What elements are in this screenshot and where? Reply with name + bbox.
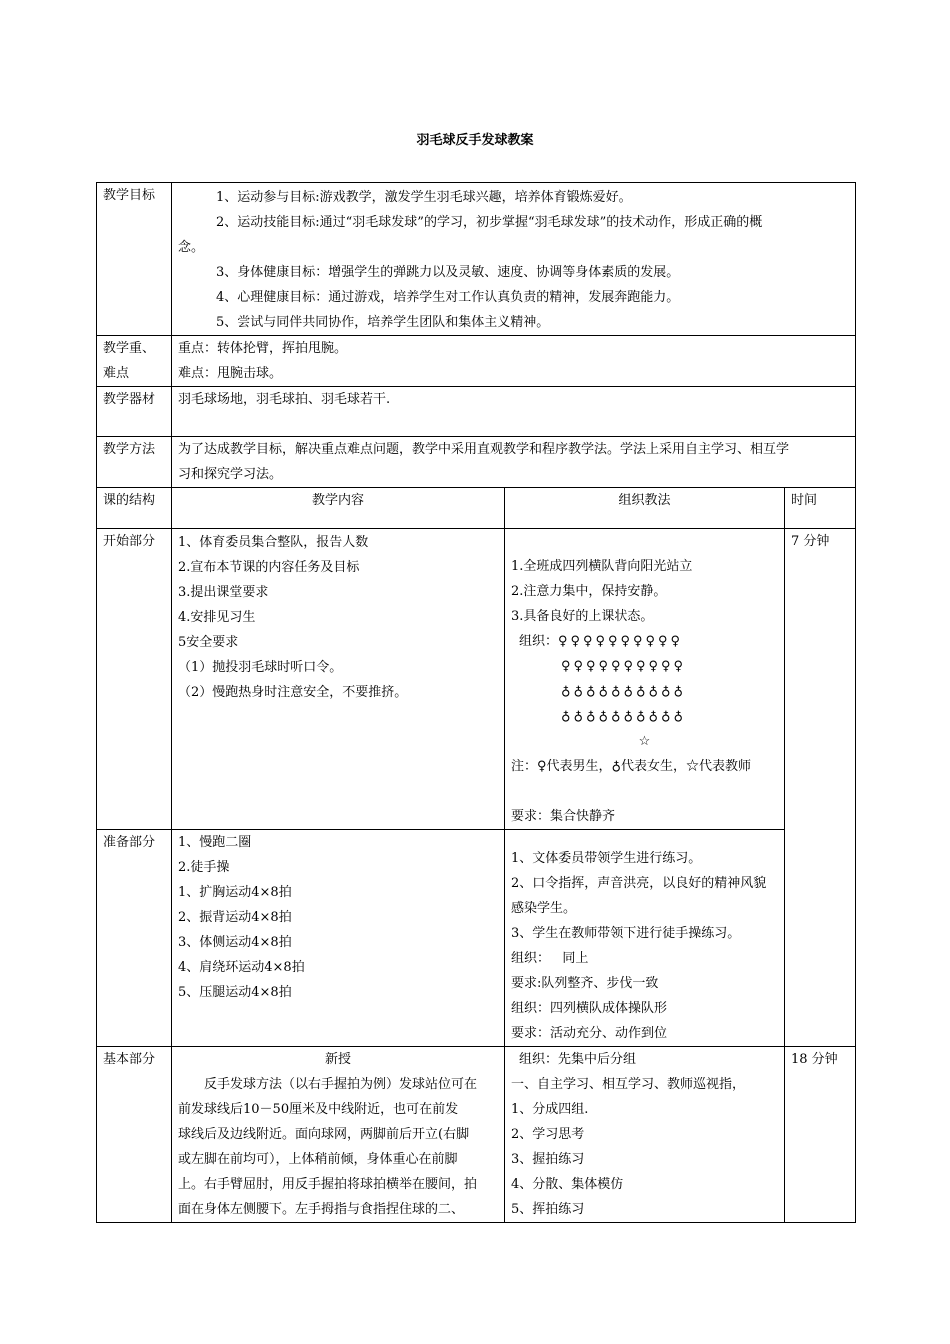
objectives-row xyxy=(97,183,856,336)
key-point-item: 重点：转体抡臂，挥拍甩腕。 xyxy=(178,341,348,356)
time-7min: 7 分钟 xyxy=(785,529,856,1047)
method-label: 教学方法 xyxy=(97,437,172,488)
teacher-symbol: ☆ xyxy=(638,734,651,749)
objectives-cell xyxy=(172,183,856,336)
equipment-row xyxy=(97,387,856,437)
objective-item: 2、运动技能目标:通过“羽毛球发球”的学习，初步掌握“羽毛球发球”的技术动作，形成正确的概 xyxy=(216,215,763,230)
page-title: 羽毛球反手发球教案 xyxy=(416,133,534,148)
basic-content: 新授 反手发球方法（以右手握拍为例）发球站位可在 前发球线后10－50厘米及中线附近，也可在前发 球线后及边线附近。面向球网，两脚前后开立(右脚 或左脚在前均可），上体稍前倾，身体重心在前脚 上。右手臂屈肘，用反手握拍将球拍横举在腰间，拍 面在身体左侧腰下。左手拇指与食指捏住球的二、 xyxy=(172,1047,505,1223)
header-structure: 课的结构 xyxy=(97,488,172,529)
key-points-cell xyxy=(172,336,856,387)
prep-content: 1、慢跑二圈 2.徒手操 1、扩胸运动4×8拍 2、振背运动4×8拍 3、体侧运动4×8拍 4、肩绕环运动4×8拍 5、压腿运动4×8拍 xyxy=(172,830,505,1047)
structure-header-row xyxy=(97,488,856,529)
formation-row: ♁♁♁♁♁♁♁♁♁♁ xyxy=(561,684,687,699)
objective-item: 念。 xyxy=(178,240,205,255)
start-label: 开始部分 xyxy=(97,529,172,830)
equipment-cell: 羽毛球场地，羽毛球拍、羽毛球若干. xyxy=(172,387,856,437)
prep-label: 准备部分 xyxy=(97,830,172,1047)
objective-item: 1、运动参与目标:游戏教学，激发学生羽毛球兴趣，培养体育锻炼爱好。 xyxy=(216,190,632,205)
formation-row: ♀♀♀♀♀♀♀♀♀♀ xyxy=(561,659,687,674)
basic-label: 基本部分 xyxy=(97,1047,172,1223)
basic-org: 组织：先集中后分组 一、自主学习、相互学习、教师巡视指， 1、分成四组. 2、学习思考 3、握拍练习 4、分散、集体模仿 5、挥拍练习 xyxy=(505,1047,785,1223)
method-row xyxy=(97,437,856,488)
start-org: 1.全班成四列横队背向阳光站立 2.注意力集中，保持安静。 3.具备良好的上课状态。 组织：♀♀♀♀♀♀♀♀♀♀ ♀♀♀♀♀♀♀♀♀♀ ♁♁♁♁♁♁♁♁♁♁ ♁♁♁♁♁♁♁♁♁♁ ☆ 注：♀代表男生，♁代表女生，☆代表教师 要求：集合快静齐 xyxy=(505,529,785,830)
time-18min: 18 分钟 xyxy=(785,1047,856,1223)
method-cell: 为了达成教学目标，解决重点难点问题，教学中采用直观教学和程序教学法。学法上采用自主学习、相互学 习和探究学习法。 xyxy=(172,437,856,488)
start-requirement: 要求：集合快静齐 xyxy=(511,809,616,824)
key-point-item: 难点：甩腕击球。 xyxy=(178,366,283,381)
prep-org: 1、文体委员带领学生进行练习。 2、口令指挥，声音洪亮，以良好的精神风貌 感染学生。 3、学生在教师带领下进行徒手操练习。 组织： 同上 要求:队列整齐、步伐一致 组织：四列横队成体操队形 要求：活动充分、动作到位 xyxy=(505,830,785,1047)
formation-note: 注：♀代表男生，♁代表女生，☆代表教师 xyxy=(511,759,752,774)
equipment-label: 教学器材 xyxy=(97,387,172,437)
objective-item: 4、心理健康目标：通过游戏，培养学生对工作认真负责的精神，发展奔跑能力。 xyxy=(216,290,680,305)
header-org: 组织教法 xyxy=(505,488,785,529)
key-points-label: 教学重、 难点 xyxy=(97,336,172,387)
header-time: 时间 xyxy=(785,488,856,529)
start-content: 1、体育委员集合整队，报告人数 2.宣布本节课的内容任务及目标 3.提出课堂要求 4.安排见习生 5安全要求 （1）抛投羽毛球时听口令。 （2）慢跑热身时注意安全，不要推挤。 xyxy=(172,529,505,830)
key-points-row xyxy=(97,336,856,387)
formation-row: 组织：♀♀♀♀♀♀♀♀♀♀ xyxy=(519,634,684,649)
prep-row xyxy=(97,830,856,1047)
formation-row: ♁♁♁♁♁♁♁♁♁♁ xyxy=(561,709,687,724)
lesson-plan-table xyxy=(96,182,856,1223)
start-row xyxy=(97,529,856,830)
objectives-label: 教学目标 xyxy=(97,183,172,336)
basic-row xyxy=(97,1047,856,1223)
objective-item: 3、身体健康目标：增强学生的弹跳力以及灵敏、速度、协调等身体素质的发展。 xyxy=(216,265,680,280)
objective-item: 5、尝试与同伴共同协作，培养学生团队和集体主义精神。 xyxy=(216,315,550,330)
header-content: 教学内容 xyxy=(172,488,505,529)
